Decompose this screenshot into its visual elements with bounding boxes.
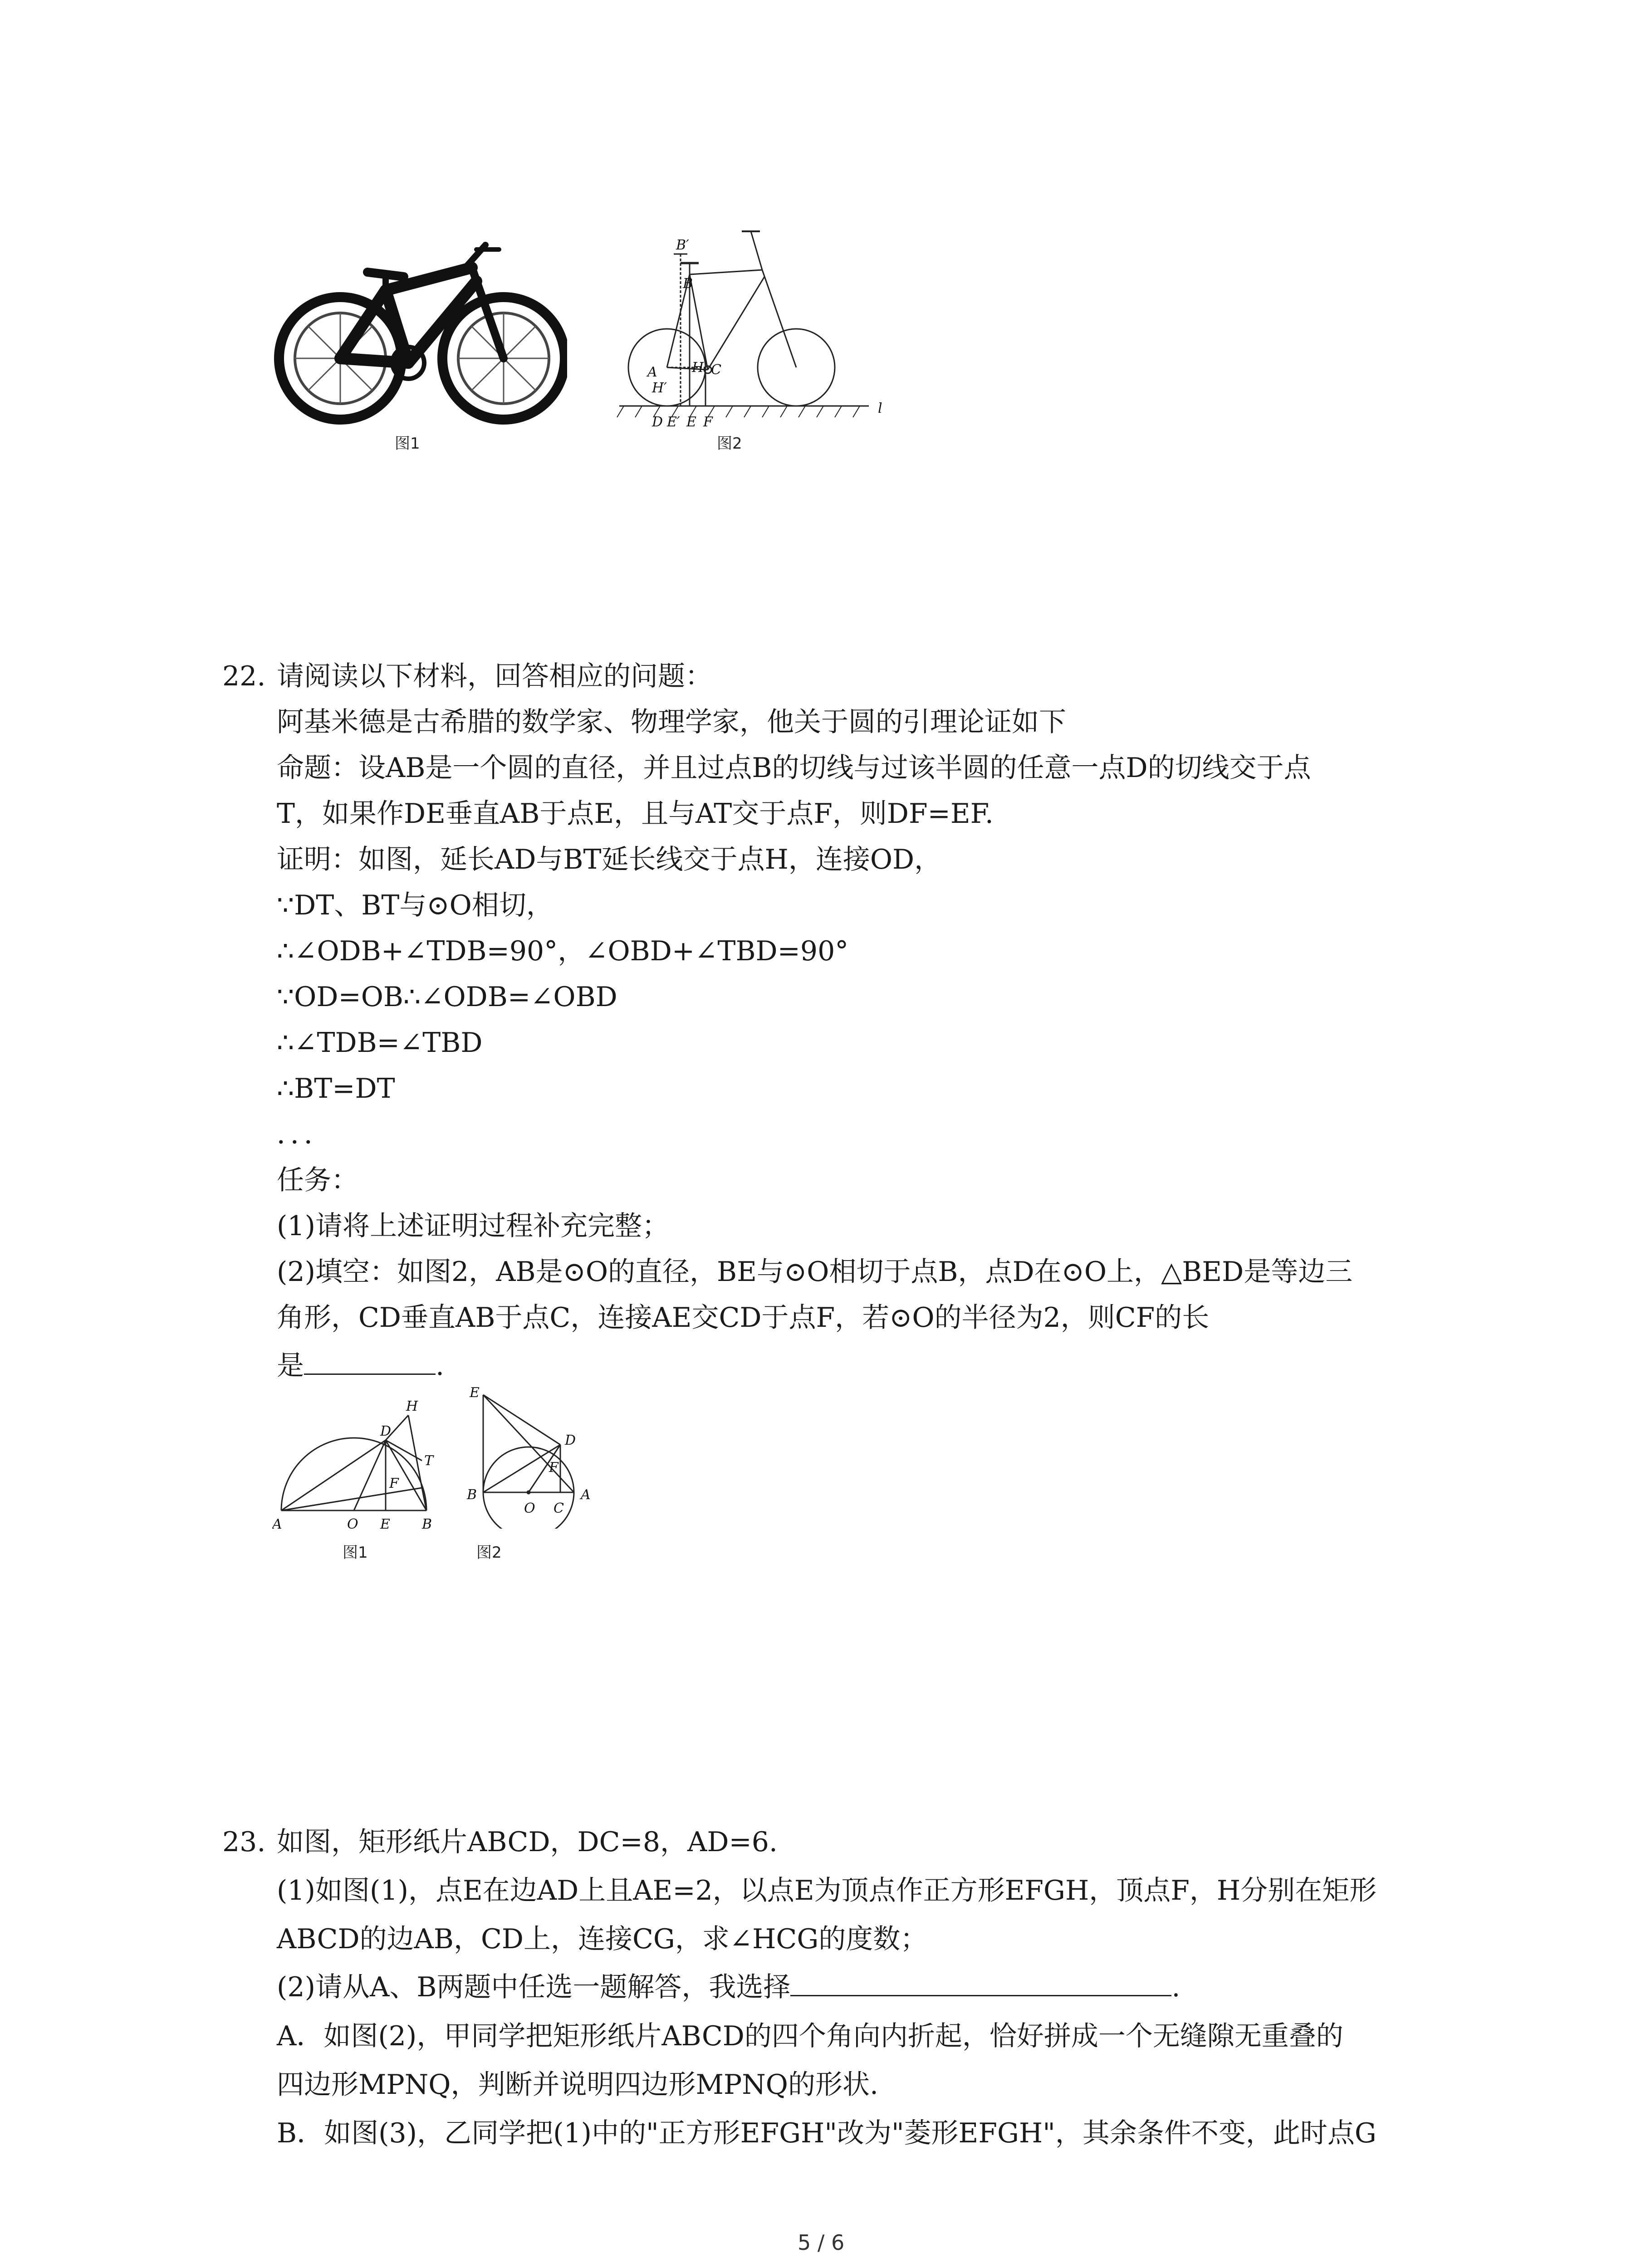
point-label-3: F <box>389 1476 399 1491</box>
point-label-5: C <box>711 362 721 378</box>
point-label-10: l <box>878 401 882 416</box>
q23-part2-line-1: A．如图(2)，甲同学把矩形纸片ABCD的四个角向内折起，恰好拼成一个无缝隙无重叠的 <box>277 2020 1343 2052</box>
q22-line-13: (1)请将上述证明过程补充完整； <box>277 1210 669 1242</box>
point-label-6: E <box>380 1516 390 1532</box>
point-label-1: H <box>406 1398 418 1414</box>
q22-line-4: T，如果作DE垂直AB于点E，且与AT交于点F，则DF=EF. <box>277 798 994 830</box>
q22-line-10: ∴BT=DT <box>277 1073 395 1105</box>
point-label-8: E <box>686 414 696 430</box>
point-label-2: F <box>549 1460 558 1476</box>
bicycle-diagram-caption: 图2 <box>717 435 742 453</box>
point-label-9: F <box>703 414 713 430</box>
q23-choose-prefix: (2)请从A、B两题中任选一题解答，我选择 <box>277 1971 791 2003</box>
point-label-6: A <box>581 1487 591 1503</box>
q22-line-9: ∴∠TDB=∠TBD <box>277 1027 483 1059</box>
point-label-7: B <box>422 1516 432 1532</box>
point-label-0: D <box>380 1423 392 1439</box>
q22-line-1: 请阅读以下材料，回答相应的问题： <box>277 660 712 692</box>
choice-answer-blank[interactable] <box>790 1994 1171 1996</box>
point-label-4: A <box>272 1516 282 1532</box>
q23-choose-line <box>277 1971 1181 2004</box>
q23-line-2: (1)如图(1)，点E在边AD上且AE=2，以点E为顶点作正方形EFGH，顶点F，H分别在矩形 <box>277 1875 1377 1906</box>
q23-part2-line-3: B．如图(3)，乙同学把(1)中的"正方形EFGH"改为"菱形EFGH"，其余条件不变，此时点G <box>277 2117 1376 2149</box>
q23-choose-suffix: . <box>1171 1971 1181 2003</box>
q22-fig2-caption: 图2 <box>476 1544 502 1562</box>
q22-last-suffix: . <box>436 1350 445 1382</box>
q23-number: 23. <box>222 1826 266 1858</box>
bicycle-photo-caption: 图1 <box>395 435 420 453</box>
cf-answer-blank[interactable] <box>304 1373 436 1375</box>
point-label-3: H <box>692 360 704 376</box>
bicycle-diagram-figure <box>615 227 896 440</box>
point-label-6: D <box>652 414 663 430</box>
q22-line-2: 阿基米德是古希腊的数学家、物理学家，他关于圆的引理论证如下 <box>277 706 1066 738</box>
point-label-4: O <box>524 1501 535 1516</box>
q23-line-1: 如图，矩形纸片ABCD，DC=8，AD=6. <box>277 1826 778 1858</box>
point-label-2: A <box>647 364 657 380</box>
point-label-3: B <box>467 1487 477 1503</box>
q23-line-3: ABCD的边AB，CD上，连接CG，求∠HCG的度数； <box>277 1923 928 1955</box>
point-label-4: H′ <box>652 380 667 396</box>
q22-line-15: 角形，CD垂直AB于点C，连接AE交CD于点F，若⊙O的半径为2，则CF的长 <box>277 1302 1210 1334</box>
point-label-5: O <box>347 1516 358 1532</box>
point-label-1: D <box>565 1432 576 1448</box>
point-label-7: E′ <box>667 414 680 430</box>
q22-line-14: (2)填空：如图2，AB是⊙O的直径，BE与⊙O相切于点B，点D在⊙O上，△BED是等边三 <box>277 1256 1353 1288</box>
page-number: 5 / 6 <box>798 2230 845 2255</box>
q23-part2-line-2: 四边形MPNQ，判断并说明四边形MPNQ的形状. <box>277 2069 879 2101</box>
q22-fig2-labels <box>466 1385 591 1516</box>
q22-last-line <box>277 1349 444 1382</box>
q22-last-prefix: 是 <box>277 1350 304 1382</box>
point-label-5: C <box>554 1501 564 1516</box>
point-label-0: B′ <box>676 237 689 253</box>
q22-line-12: 任务： <box>277 1164 358 1196</box>
bicycle-photo-figure <box>272 240 567 440</box>
q22-line-5: 证明：如图，延长AD与BT延长线交于点H，连接OD， <box>277 844 942 875</box>
q22-line-8: ∵OD=OB∴∠ODB=∠OBD <box>277 981 617 1013</box>
q22-line-7: ∴∠ODB+∠TDB=90°，∠OBD+∠TBD=90° <box>277 935 849 967</box>
point-label-2: T <box>424 1453 434 1469</box>
q22-figure-1 <box>272 1397 445 1542</box>
q22-line-6: ∵DT、BT与⊙O相切， <box>277 890 554 921</box>
q22-line-3: 命题：设AB是一个圆的直径，并且过点B的切线与过该半圆的任意一点D的切线交于点 <box>277 752 1311 784</box>
q22-number: 22. <box>222 660 266 692</box>
q22-figure-2 <box>460 1379 615 1529</box>
q22-fig1-caption: 图1 <box>343 1544 368 1562</box>
q22-line-11: ．．． <box>277 1119 331 1150</box>
point-label-1: B <box>683 276 693 292</box>
point-label-0: E <box>470 1385 480 1401</box>
